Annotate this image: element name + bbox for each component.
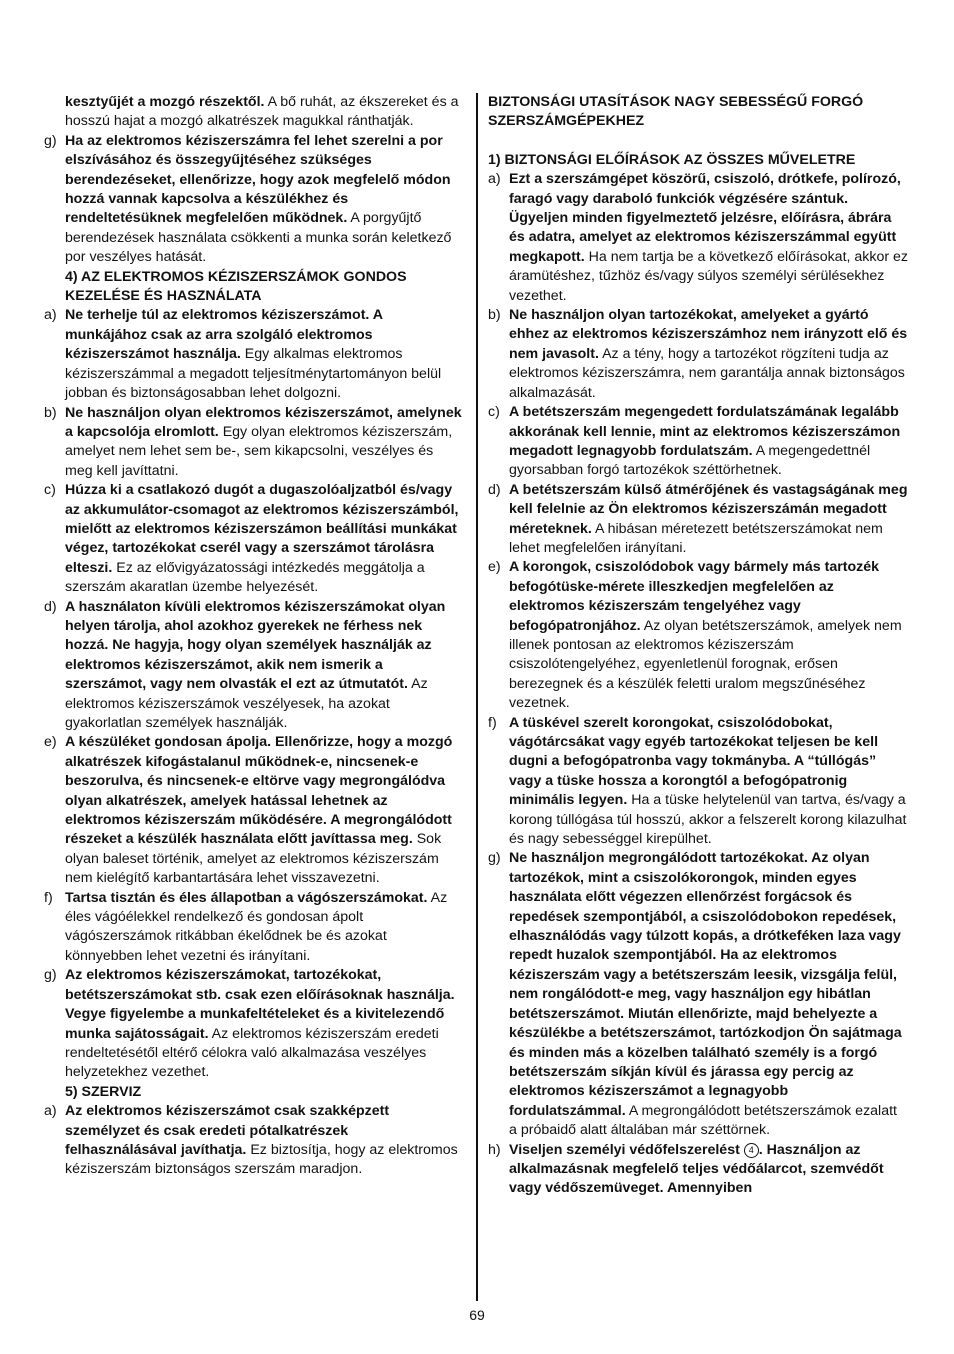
list-item-label: h): [488, 1141, 501, 1158]
document-heading: BIZTONSÁGI UTASÍTÁSOK NAGY SEBESSÉGŰ FORGÓ SZERSZÁMGÉPEKHEZ: [488, 94, 864, 130]
list-item-label: f): [488, 714, 497, 731]
list-item-label: d): [44, 598, 57, 615]
list-item-label: e): [488, 559, 501, 576]
list-item-label: b): [488, 307, 501, 324]
list-item-bold: A betétszerszám külső átmérőjének és vastagságának meg kell felelnie az Ön elektromos kéziszerszámán megadott méreteknek.: [509, 481, 908, 537]
list-item-bold: Viseljen személyi védőfelszerelést: [509, 1141, 740, 1158]
list-item-text: Ha nem tartja be a következő előírásokat, akkor ez áramütéshez, tűzhöz és/vagy súlyos személyi sérülésekhez vezethet.: [509, 248, 909, 304]
list-item: [488, 170, 908, 306]
list-item-label: f): [44, 889, 53, 906]
list-item-bold: A betétszerszám megengedett fordulatszámának legalább akkorának kell lennie, mint az elektromos kéziszerszámon megadott legnagyobb fordulatszám.: [509, 404, 901, 459]
list-item: [44, 733, 464, 888]
left-column: [44, 93, 464, 1180]
heading-spacer: [488, 132, 908, 151]
list-item-bold: Tartsa tisztán és éles állapotban a vágószerszámokat.: [65, 889, 428, 906]
list-item-text: A hibásan méretezett betétszerszámokat nem lehet megfelelően irányítani.: [509, 520, 883, 556]
list-item-label: g): [44, 967, 57, 984]
continued-bold-text: kesztyűjét a mozgó részektől.: [65, 94, 265, 110]
list-item-bold: Az elektromos kéziszerszámokat, tartozékokat, betétszerszámokat stb. csak ezen előírásoknak használja. Vegye figyelembe a munkafeltételeket és a kivitelezendő munka sajátosságait.: [65, 967, 455, 1042]
list-item-bold: Az elektromos kéziszerszámot csak szakképzett személyzet és csak eredeti pótalkatrészek felhasználásával javíthatja.: [65, 1103, 390, 1158]
list-item-label: b): [44, 404, 57, 421]
list-item-bold-continued: . Használjon az alkalmazásnak megfelelő teljes védőálarcot, szemvédőt vagy védőszemüveget. Amennyiben: [509, 1141, 884, 1197]
list-item: [488, 481, 908, 559]
list-item: [488, 849, 908, 1140]
list-item-label: c): [44, 482, 56, 499]
list-item-bold: A készüléket gondosan ápolja. Ellenőrizze, hogy a mozgó alkatrészek kifogástalanul működnek-e, nincsenek-e beszorulva, és nincsenek-e eltörve vagy megrongálódva olyan alkatrészek, amelyek hatással lehetnek az elektromos kéziszerszám működésére. A megrongálódott részeket a készülék használata előtt javíttassa meg.: [65, 734, 453, 848]
list-item: [488, 714, 908, 850]
continued-text: A bő ruhát, az ékszereket és a hosszú hajat a mozgó alkatrészek magukkal ránthatják.: [65, 94, 459, 130]
list-item-text: A megengedettnél gyorsabban forgó tartozékok széttörhetnek.: [509, 442, 871, 479]
list-item-bold: Húzza ki a csatlakozó dugót a dugaszolóaljzatból és/vagy az akkumulátor-csomagot az elektromos kéziszerszámból, mielőtt az elektromos kéziszerszámon beállítási munkákat végez, tartozékokat cserél vagy a szerszámot tárolásra elteszi.: [65, 482, 459, 576]
list-item-text: Az a tény, hogy a tartozékot rögzíteni tudja az elektromos kéziszerszámra, nem garantálja annak biztonságos alkalmazását.: [509, 345, 905, 401]
list-item-text: Sok olyan baleset történik, amelyet az elektromos kéziszerszám nem kielégítő karbantartására lehet visszavezetni.: [65, 831, 442, 887]
list-item-label: g): [44, 132, 57, 149]
list-item-text: A megrongálódott betétszerszámok ezalatt a próbaidő alatt általában már széttörnek.: [509, 1102, 897, 1139]
list-item-bold: A korongok, csiszolódobok vagy bármely más tartozék befogótüske-mérete illeszkedjen megfelelően az elektromos kéziszerszám tengelyéhez vagy befogópatronjához.: [509, 559, 880, 634]
list-item: [44, 404, 464, 482]
section-heading-text: 5) SZERVIZ: [65, 1083, 142, 1100]
list-item: [44, 966, 464, 1082]
list-item-bold: Ne használjon megrongálódott tartozékokat. Az olyan tartozékok, mint a csiszolókorongok, minden egyes használata előtt végezzen ellenőrzést forgácsok és repedések szempontjából, a csiszolódobokon repedések, elhasználódás vagy túlzott kopás, a drótkeféken laza vagy repedt huzalok szempontjából. Ha az elektromos kéziszerszám vagy a betétszerszám leesik, vizsgálja felül, nem rongálódott-e meg, vagy használjon egy hibátlan betétszerszámot. Miután ellenőrizte, majd behelyezte a készülékbe a betétszerszámot, tartózkodjon Ön sajátmaga és minden más a közelben található személy is a forgó betétszerszám síkján kívül és járassa egy percig az elektromos kéziszerszámot a legnagyobb fordulatszámmal.: [509, 850, 902, 1119]
list-item-label: a): [44, 307, 57, 324]
list-item: [488, 558, 908, 713]
continued-paragraph: [44, 93, 464, 132]
list-item-label: a): [44, 1103, 57, 1120]
list-item-label: g): [488, 850, 501, 867]
list-item-text: Az elektromos kéziszerszám eredeti rendeltetésétől eltérő célokra való alkalmazása veszélyes helyzetekhez vezethet.: [65, 1025, 439, 1081]
list-item-bold: Ne használjon olyan tartozékokat, amelyeket a gyártó ehhez az elektromos kéziszerszámhoz nem irányzott elő és nem javasolt.: [509, 307, 908, 362]
list-item-bold: Ezt a szerszámgépet köszörű, csiszoló, drótkefe, polírozó, faragó vagy daraboló funkciók végzésére szántuk. Ügyeljen minden figyelmeztető jelzésre, előírásra, ábrára és adatra, amelyet az elektromos kéziszerszámmal együtt megkapott.: [509, 171, 901, 265]
list-item: [44, 598, 464, 734]
page-number: 69: [469, 1307, 485, 1323]
list-item-bold: A használaton kívüli elektromos kéziszerszámokat olyan helyen tárolja, ahol azokhoz gyerekek ne férhess nek hozzá. Ne hagyja, hogy olyan személyek használják az elektromos kéziszerszámot, akik nem ismerik a szerszámot, vagy nem olvasták el ezt az útmutatót.: [65, 598, 446, 693]
list-item: [44, 889, 464, 967]
list-item-bold: Ha az elektromos kéziszerszámra fel lehet szerelni a por elszívásához és összegyűjtéséhez szükséges berendezéseket, ellenőrizze, hogy azok megfelelő módon hozzá vannak kapcsolva a készülékhez és rendeltetésüknek megfelelően működnek.: [65, 132, 451, 227]
list-item: [488, 403, 908, 481]
list-item-text: Ha a tüske helytelenül van tartva, és/vagy a korong túllógása túl hosszú, akkor a felszerelt korong kilazulhat és nagy sebességgel kirepülhet.: [509, 792, 907, 848]
list-item: [44, 306, 464, 403]
list-item-text: Az elektromos kéziszerszámok veszélyesek, ha azokat gyakorlatlan személyek használják.: [65, 676, 428, 731]
section-heading-4: [44, 268, 464, 307]
list-item-text: Egy alkalmas elektromos kéziszerszámmal a megadott teljesítménytartományon belül jobban és biztonságosabban lehet dolgozni.: [65, 346, 442, 402]
right-column: [488, 93, 908, 1199]
list-item-bold: Ne terhelje túl az elektromos kéziszerszámot. A munkájához csak az arra szolgáló elektromos kéziszerszámot használja.: [65, 307, 383, 363]
list-item-text: Ez biztosítja, hogy az elektromos kéziszerszám biztonságos szerszám maradjon.: [65, 1141, 458, 1178]
list-item-g: [44, 132, 464, 268]
list-item-text: Egy olyan elektromos kéziszerszám, amelyet nem lehet sem be-, sem kikapcsolni, veszélyes és meg kell javíttatni.: [65, 423, 453, 479]
column-divider: [476, 93, 478, 1301]
list-item-label: a): [488, 171, 501, 188]
list-item-text: Ez az elővigyázatossági intézkedés meggátolja a szerszám akaratlan üzembe helyezését.: [65, 559, 425, 596]
list-item: [44, 481, 464, 597]
list-item: [44, 1102, 464, 1180]
section-heading-5: [44, 1083, 464, 1102]
list-item: [488, 306, 908, 403]
list-item-text: Az olyan betétszerszámok, amelyek nem illenek pontosan az elektromos kéziszerszám csiszolótengelyéhez, egyenletlenül forognak, erősen berezegnek és a készülék feletti uralom megszűnéséhez vezetnek.: [509, 617, 902, 712]
section-heading-text: 4) AZ ELEKTROMOS KÉZISZERSZÁMOK GONDOS KEZELÉSE ÉS HASZNÁLATA: [65, 268, 407, 305]
list-item-label: c): [488, 404, 500, 421]
figure-reference-icon: 4: [744, 1143, 759, 1158]
list-item-bold: Ne használjon olyan elektromos kéziszerszámot, amelynek a kapcsolója elromlott.: [65, 404, 462, 440]
list-item-label: d): [488, 481, 501, 498]
list-item-h: [488, 1141, 908, 1199]
list-item-text: Az éles vágóélekkel rendelkező és gondosan ápolt vágószerszámok ritkábban ékelődnek be és azokat könnyebben lehet vezetni és irányítani.: [65, 889, 448, 964]
list-item-text: A porgyűjtő berendezések használata csökkenti a munka során keletkező por veszélyes hatását.: [65, 210, 452, 266]
list-item-bold: A tüskével szerelt korongokat, csiszolódobokat, vágótárcsákat vagy egyéb tartozékokat teljesen be kell dugni a befogópatronba vagy tokmányba. A “túllógás” vagy a tüske hossza a korongtól a befogópatronig minimális legyen.: [509, 714, 879, 809]
section-heading-1: 1) BIZTONSÁGI ELŐÍRÁSOK AZ ÖSSZES MŰVELETRE: [488, 151, 856, 168]
list-item-label: e): [44, 734, 57, 751]
